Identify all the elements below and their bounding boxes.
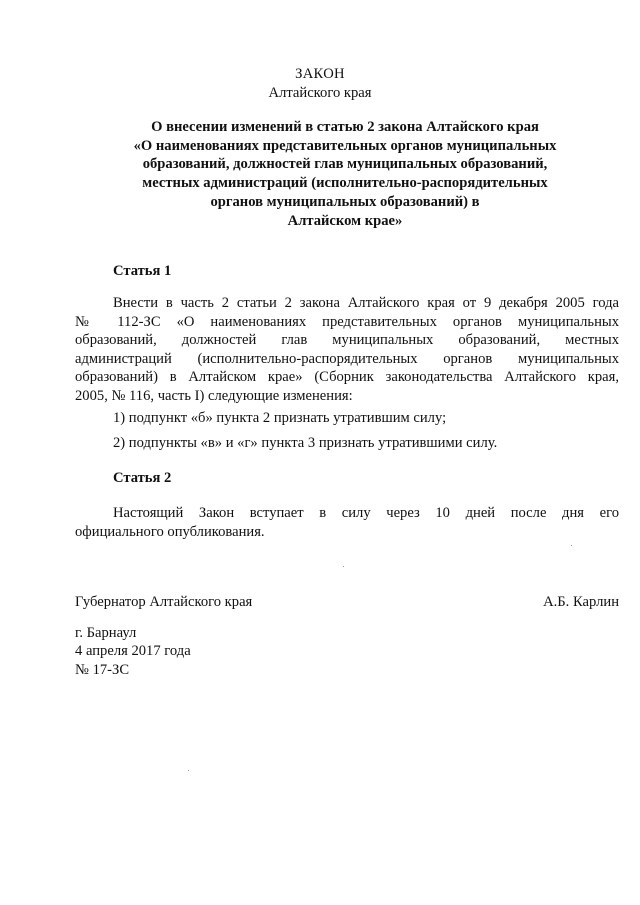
title-line: местных администраций (исполнительно-распорядительных	[142, 175, 548, 192]
signatory-name: А.Б. Карлин	[543, 594, 619, 610]
paragraph-line: Настоящий Закон вступает в силу через 10 дней после дня его	[113, 505, 619, 521]
law-label: ЗАКОН	[295, 66, 345, 82]
paragraph-line: администраций (исполнительно-распорядительных органов муниципальных	[75, 350, 619, 367]
paragraph-line: Внести в часть 2 статьи 2 закона Алтайского края от 9 декабря 2005 года	[113, 295, 619, 311]
city: г. Барнаул	[75, 625, 137, 641]
signatory-position: Губернатор Алтайского края	[75, 594, 253, 610]
article-1-item-1: 1) подпункт «б» пункта 2 признать утратившим силу;	[113, 410, 447, 426]
paragraph-line: образований, должностей глав муниципальных образований, местных	[75, 332, 619, 349]
article-1-heading: Статья 1	[113, 263, 172, 279]
article-1-paragraph	[75, 294, 619, 406]
title-line: Алтайском крае»	[287, 212, 403, 229]
adoption-date: 4 апреля 2017 года	[75, 643, 191, 660]
paragraph-line: образований) в Алтайском крае» (Сборник законодательства Алтайского края,	[75, 369, 619, 386]
article-2-heading: Статья 2	[113, 470, 172, 486]
place-date-block	[75, 624, 191, 679]
scan-speck	[188, 770, 189, 771]
article-1-item-2: 2) подпункты «в» и «г» пункта 3 признать утратившими силу.	[113, 435, 498, 451]
paragraph-line: официального опубликования.	[75, 523, 265, 540]
law-title	[110, 118, 580, 230]
scan-speck	[343, 566, 344, 567]
paragraph-line: 2005, № 116, часть I) следующие изменения:	[75, 387, 353, 404]
article-2-paragraph	[75, 504, 619, 541]
title-line: органов муниципальных образований) в	[210, 193, 480, 210]
title-line: О внесении изменений в статью 2 закона Алтайского края	[151, 119, 539, 135]
title-line: образований, должностей глав муниципальных образований,	[142, 156, 548, 173]
paragraph-line: № 112-ЗС «О наименованиях представительных органов муниципальных	[75, 313, 619, 330]
scan-speck	[571, 545, 572, 546]
region-label: Алтайского края	[268, 85, 372, 101]
title-line: «О наименованиях представительных органов муниципальных	[133, 137, 557, 154]
law-number: № 17-ЗС	[75, 661, 130, 678]
